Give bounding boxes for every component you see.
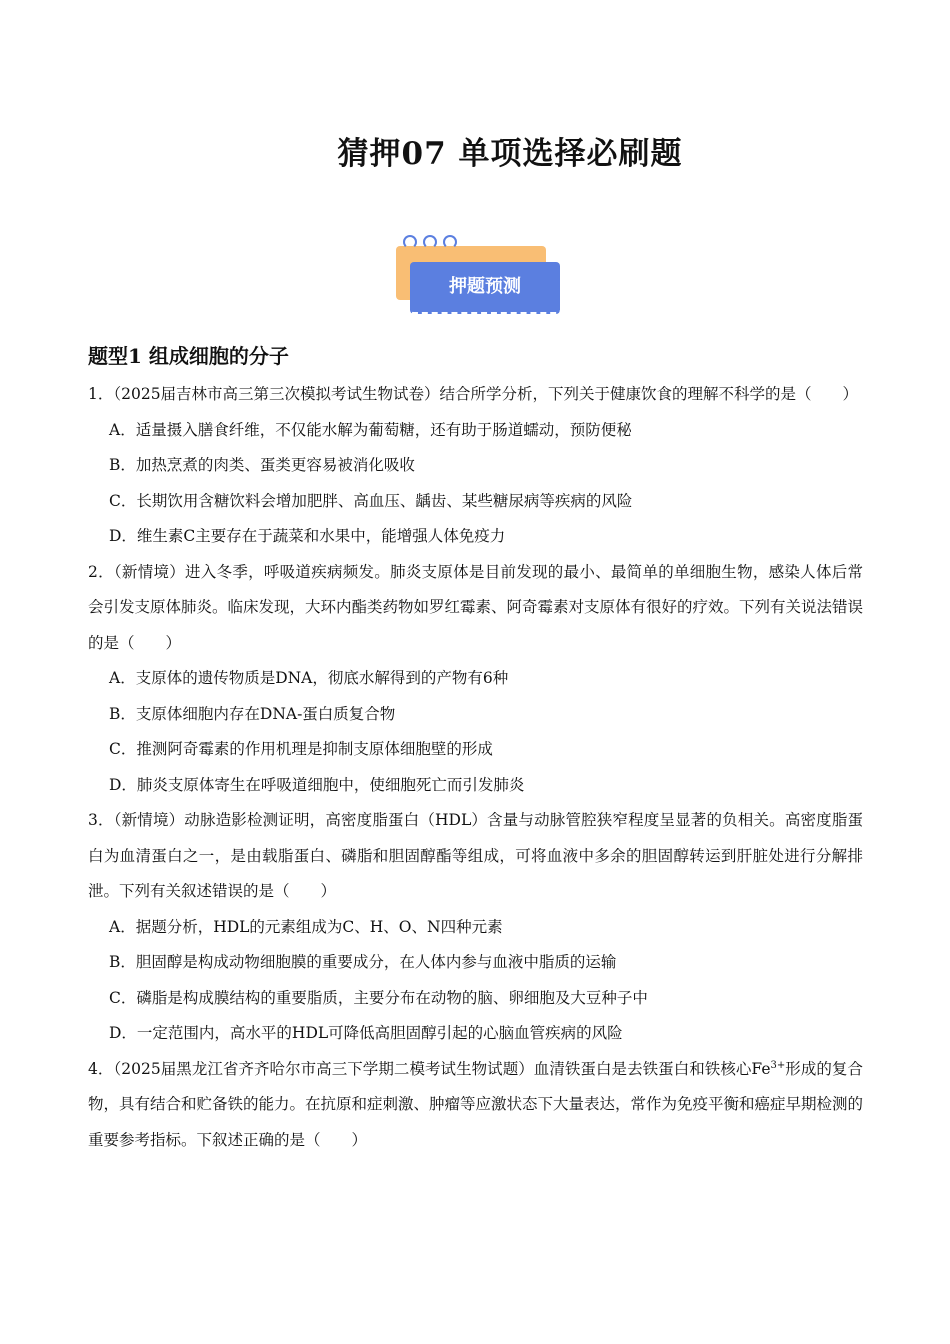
question-3-option-b: B．胆固醇是构成动物细胞膜的重要成分，在人体内参与血液中脂质的运输	[109, 953, 617, 971]
question-3-option-d: D．一定范围内，高水平的HDL可降低高胆固醇引起的心脑血管疾病的风险	[109, 1024, 623, 1042]
ring-icon	[423, 235, 437, 249]
question-list	[88, 377, 863, 1158]
ring-icon	[403, 235, 417, 249]
question-1-option-a: A．适量摄入膳食纤维，不仅能水解为葡萄糖，还有助于肠道蠕动，预防便秘	[109, 420, 632, 439]
question-1-option-b: B．加热烹煮的肉类、蛋类更容易被消化吸收	[109, 456, 415, 474]
section-heading: 题型1 组成细胞的分子	[88, 344, 289, 368]
question-2-option-d: D．肺炎支原体寄生在呼吸道细胞中，使细胞死亡而引发肺炎	[109, 775, 525, 794]
question-3-stem: 3．（新情境）动脉造影检测证明，高密度脂蛋白（HDL）含量与动脉管腔狭窄程度呈显著的负相关。高密度脂蛋白为血清蛋白之一，是由载脂蛋白、磷脂和胆固醇酯等组成，可将血液中多余的胆固醇转运到肝脏处进行分解排泄。下列有关叙述错误的是（ ）	[88, 811, 863, 900]
question-4-stem-after: 形成的复合物，具有结合和贮备铁的能力。在抗原和症刺激、肿瘤等应激状态下大量表达，常作为免疫平衡和癌症早期检测的重要参考指标。下叙述正确的是（ ）	[88, 1059, 864, 1149]
question-3-option-c: C．磷脂是构成膜结构的重要脂质，主要分布在动物的脑、卵细胞及大豆种子中	[109, 988, 648, 1007]
question-1-option-c: C．长期饮用含糖饮料会增加肥胖、高血压、龋齿、某些糖尿病等疾病的风险	[109, 491, 633, 510]
page-title: 猜押07 单项选择必刷题	[337, 136, 683, 172]
question-1-stem: 1．（2025届吉林市高三第三次模拟考试生物试卷）结合所学分析，下列关于健康饮食的理解不科学的是（ ）	[88, 385, 859, 403]
question-2-option-b: B．支原体细胞内存在DNA-蛋白质复合物	[109, 704, 396, 723]
question-1-option-d: D．维生素C主要存在于蔬菜和水果中，能增强人体免疫力	[109, 527, 506, 545]
question-4-stem	[88, 1052, 863, 1159]
question-2-option-a: A．支原体的遗传物质是DNA，彻底水解得到的产物有6种	[109, 669, 509, 687]
question-4-stem-before: 4．（2025届黑龙江省齐齐哈尔市高三下学期二模考试生物试题）血清铁蛋白是去铁蛋白和铁核心Fe	[88, 1059, 771, 1078]
question-4-stem-superscript: 3+	[770, 1059, 786, 1071]
question-2-option-c: C．推测阿奇霉素的作用机理是抑制支原体细胞壁的形成	[109, 740, 493, 758]
badge-label: 押题预测	[449, 276, 521, 297]
question-2-stem: 2．（新情境）进入冬季，呼吸道疾病频发。肺炎支原体是目前发现的最小、最简单的单细胞生物，感染人体后常会引发支原体肺炎。临床发现，大环内酯类药物如罗红霉素、阿奇霉素对支原体有很好的疗效。下列有关说法错误的是（ ）	[88, 562, 864, 652]
question-3-option-a: A．据题分析，HDL的元素组成为C、H、O、N四种元素	[109, 917, 503, 936]
ring-icon	[443, 235, 457, 249]
badge	[393, 232, 563, 318]
